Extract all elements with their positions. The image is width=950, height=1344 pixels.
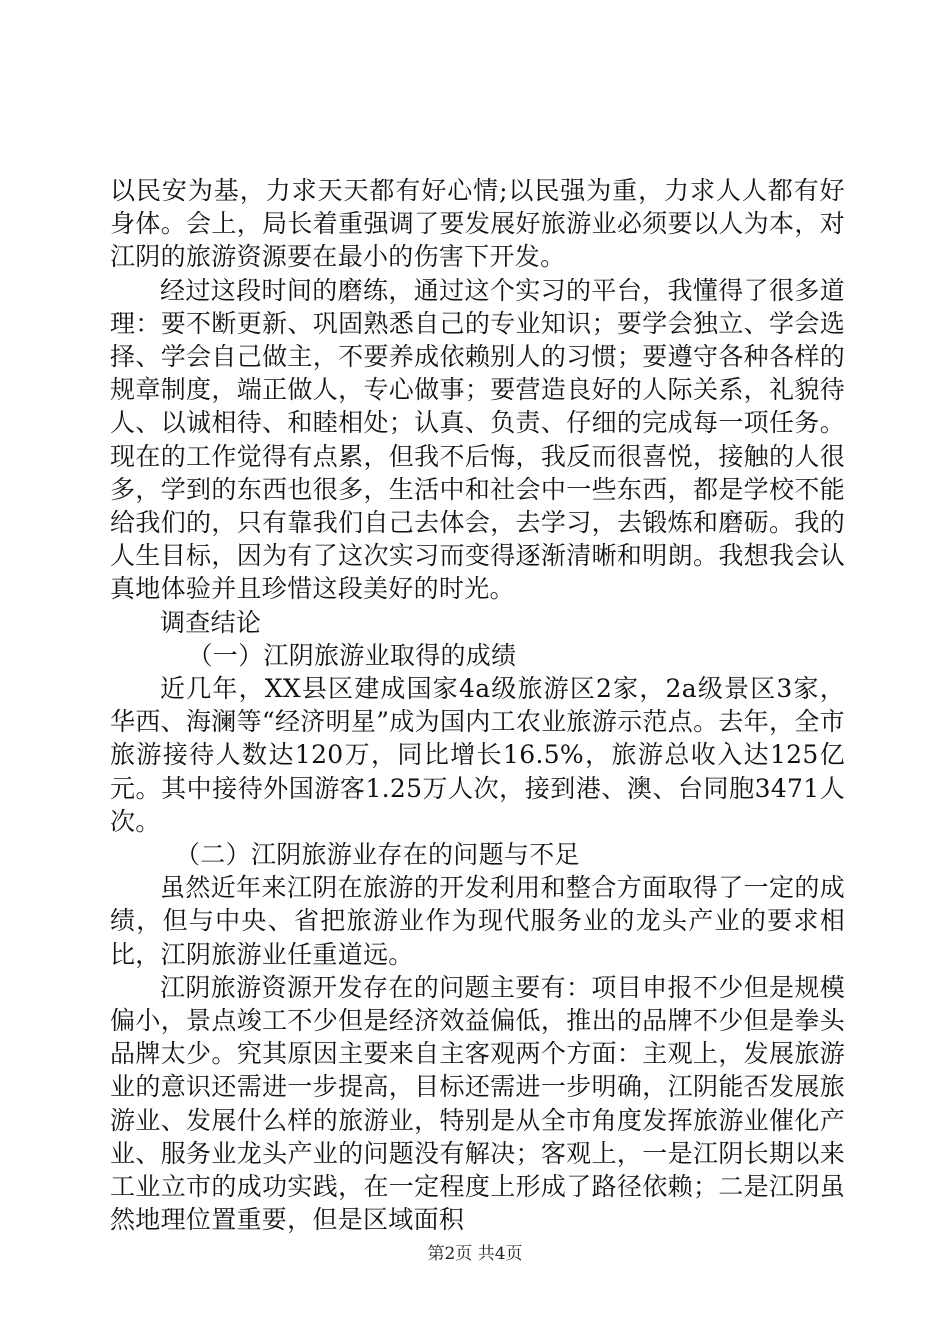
subheading-problems: （二）江阴旅游业存在的问题与不足 [175,840,580,870]
paragraph-internship-reflection: 经过这段时间的磨练，通过这个实习的平台，我懂得了很多道理：要不断更新、巩固熟悉自己的专业知识；要学会独立、学会选择、学会自己做主，不要养成依赖别人的习惯；要遵守各种各样的规章制度，端正做人，专心做事；要营造良好的人际关系，礼貌待人、以诚相待、和睦相处；认真、负责、仔细的完成每一项任务。现在的工作觉得有点累，但我不后悔，我反而很喜悦，接触的人很多，学到的东西也很多，生活中和社会中一些东西，都是学校不能给我们的，只有靠我们自己去体会，去学习，去锻炼和磨砺。我的人生目标，因为有了这次实习而变得逐渐清晰和明朗。我想我会认真地体验并且珍惜这段美好的时光。 [110,275,845,604]
paragraph-continuation: 以民安为基，力求天天都有好心情;以民强为重，力求人人都有好身体。会上，局长着重强调了要发展好旅游业必须要以人为本，对江阴的旅游资源要在最小的伤害下开发。 [110,176,845,272]
section-heading-survey-conclusion: 调查结论 [160,607,262,637]
paragraph-problems-intro: 虽然近年来江阴在旅游的开发利用和整合方面取得了一定的成绩，但与中央、省把旅游业作为现代服务业的龙头产业的要求相比，江阴旅游业任重道远。 [110,873,845,969]
paragraph-achievements: 近几年，XX县区建成国家4a级旅游区2家，2a级景区3家，华西、海澜等“经济明星”成为国内工农业旅游示范点。去年，全市旅游接待人数达120万，同比增长16.5%，旅游总收入达125亿元。其中接待外国游客1.25万人次，接到港、澳、台同胞3471人次。 [110,674,845,836]
page-number-footer: 第2页 共4页 [427,1244,523,1264]
paragraph-problems-detail: 江阴旅游资源开发存在的问题主要有：项目申报不少但是规模偏小，景点竣工不少但是经济效益偏低，推出的品牌不少但是拳头品牌太少。究其原因主要来自主客观两个方面：主观上，发展旅游业的意识还需进一步提高，目标还需进一步明确，江阴能否发展旅游业、发展什么样的旅游业，特别是从全市角度发挥旅游业催化产业、服务业龙头产业的问题没有解决；客观上，一是江阴长期以来工业立市的成功实践，在一定程度上形成了路径依赖；二是江阴虽然地理位置重要，但是区域面积 [110,972,845,1235]
subheading-achievements: （一）江阴旅游业取得的成绩 [187,640,517,670]
document-body [110,174,845,1237]
